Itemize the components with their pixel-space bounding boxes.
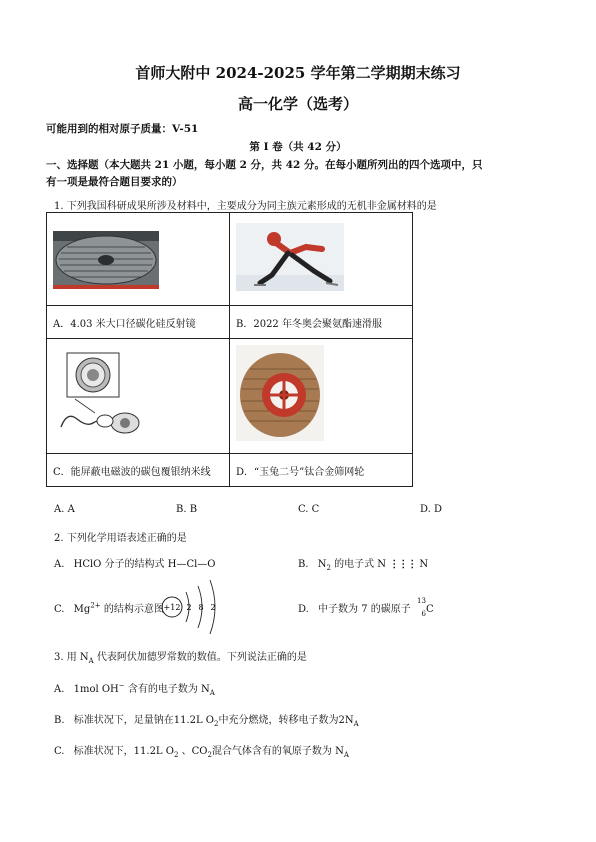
q2-a-text: HClO 分子的结构式 H—Cl—O <box>73 559 216 570</box>
titanium-mesh-wheel-image <box>230 339 406 449</box>
q3-c-pre: 标准状况下，11.2L O <box>73 746 174 757</box>
q3-stem <box>54 648 307 665</box>
q1-option-d[interactable]: D. D <box>420 504 443 515</box>
caption-c: C．能屏蔽电磁波的碳包覆银纳米线 <box>47 454 230 487</box>
q1-option-c[interactable]: C. C <box>298 504 320 515</box>
q1-option-b[interactable]: B. B <box>176 504 198 515</box>
speed-skater-image <box>230 213 406 301</box>
q3-c-label: C. <box>54 746 65 757</box>
q3-b-pre: 标准状况下，足量钠在11.2L O <box>73 715 215 726</box>
exam-title: 首师大附中 2024-2025 学年第二学期期末练习 <box>135 64 461 82</box>
q1-option-a[interactable]: A. A <box>54 504 75 515</box>
q2-c-label: C. <box>54 604 65 615</box>
q3-a-pre: 1mol OH <box>73 684 119 695</box>
shell-1-count: 2 <box>186 603 192 612</box>
q3-option-b[interactable] <box>54 711 359 728</box>
q2-b-formula: N <box>317 559 327 570</box>
q2-b-tail: N <box>419 559 429 570</box>
q2-a-label: A. <box>54 559 65 570</box>
q1-stem: 1. 下列我国科研成果所涉及材料中，主要成分为同主族元素形成的无机非金属材料的是 <box>54 201 437 212</box>
q3-stem-pre: 3. 用 N <box>54 652 89 663</box>
mirror-image-cell <box>47 213 230 306</box>
q3-a-sup: − <box>118 681 125 690</box>
q2-c-ion-charge: 2+ <box>90 601 101 610</box>
q3-a-mid: 含有的电子数为 N <box>124 684 210 695</box>
q3-option-c[interactable] <box>54 742 349 759</box>
q2-b-sub: 2 <box>326 564 331 572</box>
wheel-image-cell <box>230 339 413 454</box>
q3-a-sub: A <box>209 689 215 697</box>
section-heading-line1: 一、选择题（本大题共 21 小题，每小题 2 分，共 42 分。在每小题所列出的四个选项中，只 <box>46 159 483 171</box>
q3-stem-post: 代表阿伏加德罗常数的数值。下列说法正确的是 <box>93 652 307 663</box>
q2-c-text: 的结构示意图 <box>100 604 164 615</box>
q3-a-label: A. <box>54 684 65 695</box>
q2-b-label: B. <box>298 559 309 570</box>
atomic-mass-note: 可能用到的相对原子质量：V-51 <box>46 123 199 135</box>
shell-2-count: 8 <box>198 603 204 612</box>
skater-image-cell <box>230 213 413 306</box>
q2-option-b[interactable] <box>298 555 428 572</box>
caption-d: D．“玉兔二号”钛合金筛网轮 <box>230 454 413 487</box>
q3-c-post: 混合气体含有的氧原子数为 N <box>211 746 344 757</box>
q2-d-text: 中子数为 7 的碳原子 <box>318 604 411 615</box>
q3-c-sub2: 2 <box>207 751 212 759</box>
shell-3-count: 2 <box>210 603 216 612</box>
q3-b-sub2: A <box>353 720 359 728</box>
q2-c-ion: Mg <box>73 604 91 615</box>
silver-nanowire-diagram <box>47 339 223 449</box>
electron-dots: ⋮⋮⋮ <box>389 559 417 570</box>
q2-b-text: 的电子式 N <box>330 559 387 570</box>
q3-b-sub1: 2 <box>214 720 219 728</box>
carbon-nuclide <box>414 596 426 618</box>
mg-ion-structure-diagram <box>158 578 226 636</box>
q2-d-label: D. <box>298 604 309 615</box>
mass-number: 13 <box>417 596 426 605</box>
q3-c-sub1: 2 <box>173 751 179 759</box>
atomic-number: 6 <box>421 609 426 618</box>
q2-option-c[interactable] <box>54 600 164 615</box>
exam-subtitle: 高一化学（选考） <box>237 95 358 113</box>
section-heading-line2: 有一项是最符合题目要求的） <box>46 176 183 188</box>
q3-b-mid: 中充分燃烧，转移电子数为2N <box>218 715 354 726</box>
q3-c-sub3: A <box>343 751 349 759</box>
q3-option-a[interactable] <box>54 680 215 697</box>
q2-d-symbol: C <box>425 604 434 615</box>
nucleus-charge: +12 <box>163 603 181 612</box>
q2-option-a[interactable] <box>54 555 216 570</box>
caption-b: B．2022 年冬奥会聚氨酯速滑服 <box>230 306 413 339</box>
q3-c-mid: 、CO <box>178 746 208 757</box>
silicon-carbide-mirror-image <box>47 213 223 301</box>
q3-b-label: B. <box>54 715 65 726</box>
caption-a: A．4.03 米大口径碳化硅反射镜 <box>47 306 230 339</box>
volume-heading: 第 I 卷（共 42 分） <box>249 141 347 153</box>
q2-stem: 2. 下列化学用语表述正确的是 <box>54 533 187 544</box>
q1-image-table <box>46 212 413 487</box>
q3-stem-sub: A <box>88 657 94 665</box>
q2-option-d[interactable] <box>298 596 434 618</box>
nanowire-image-cell <box>47 339 230 454</box>
